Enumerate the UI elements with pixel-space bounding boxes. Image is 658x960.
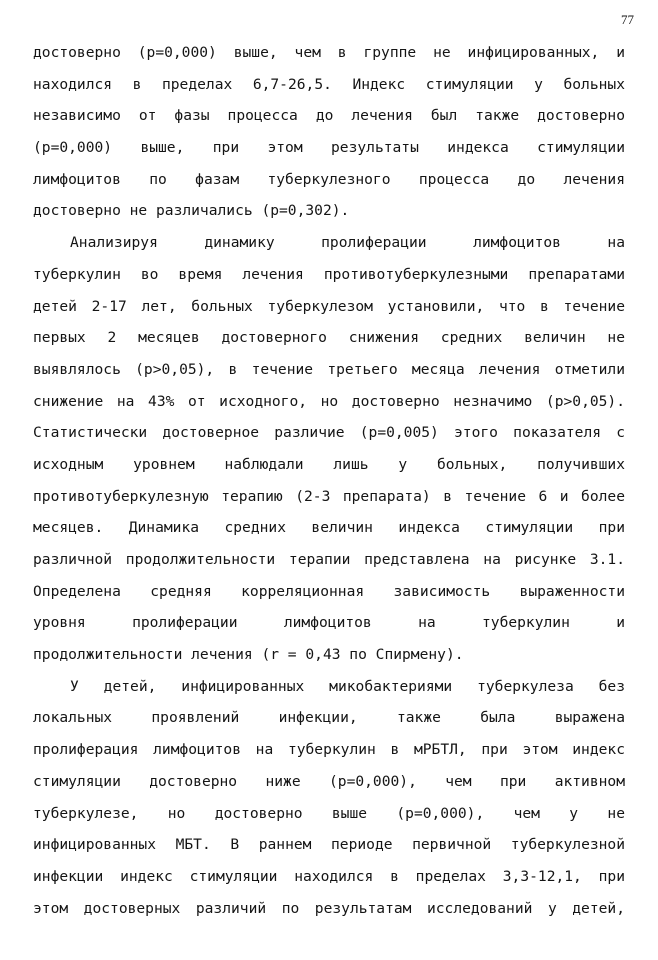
text-line: месяцев. Динамика средних величин индекса стимуляции при: [33, 519, 625, 537]
text-line: детей 2-17 лет, больных туберкулезом установили, что в течение: [33, 297, 625, 315]
text-line: локальных проявлений инфекции, также была выражена: [33, 709, 625, 727]
text-line: продолжительности лечения (r = 0,43 по Спирмену).: [33, 646, 464, 664]
text-line: инфекции индекс стимуляции находился в пределах 3,3-12,1, при: [33, 867, 625, 885]
text-line: первых 2 месяцев достоверного снижения средних величин не: [33, 329, 625, 347]
text-line: инфицированных МБТ. В раннем периоде первичной туберкулезной: [33, 836, 625, 854]
text-line: Статистически достоверное различие (р=0,005) этого показателя с: [33, 424, 625, 442]
text-line: исходным уровнем наблюдали лишь у больных, получивших: [33, 455, 625, 473]
text-line: лимфоцитов по фазам туберкулезного процесса до лечения: [33, 170, 625, 188]
text-line: пролиферация лимфоцитов на туберкулин в мРБТЛ, при этом индекс: [33, 741, 625, 759]
text-line: туберкулезе, но достоверно выше (р=0,000), чем у не: [33, 804, 625, 822]
text-line: У детей, инфицированных микобактериями туберкулеза без: [70, 677, 625, 695]
text-line: Определена средняя корреляционная зависимость выраженности: [33, 582, 625, 600]
text-line: выявлялось (р>0,05), в течение третьего месяца лечения отметили: [33, 360, 625, 378]
text-line: уровня пролиферации лимфоцитов на туберкулин и: [33, 614, 625, 632]
text-line: противотуберкулезную терапию (2-3 препарата) в течение 6 и более: [33, 487, 625, 505]
text-line: стимуляции достоверно ниже (р=0,000), чем при активном: [33, 772, 625, 790]
body-text: [33, 37, 625, 924]
page-number: 77: [621, 12, 634, 27]
text-line: достоверно не различались (р=0,302).: [33, 202, 350, 220]
text-line: различной продолжительности терапии представлена на рисунке 3.1.: [33, 551, 625, 568]
text-line: снижение на 43% от исходного, но достоверно незначимо (р>0,05).: [33, 392, 625, 410]
text-line: (р=0,000) выше, при этом результаты индекса стимуляции: [33, 139, 625, 157]
text-line: Анализируя динамику пролиферации лимфоцитов на: [70, 234, 625, 252]
text-line: независимо от фазы процесса до лечения был также достоверно: [33, 107, 625, 125]
text-line: достоверно (р=0,000) выше, чем в группе не инфицированных, и: [33, 44, 625, 61]
text-line: этом достоверных различий по результатам исследований у детей,: [33, 899, 625, 917]
text-line: туберкулин во время лечения противотуберкулезными препаратами: [33, 265, 625, 283]
text-line: находился в пределах 6,7-26,5. Индекс стимуляции у больных: [33, 75, 625, 93]
